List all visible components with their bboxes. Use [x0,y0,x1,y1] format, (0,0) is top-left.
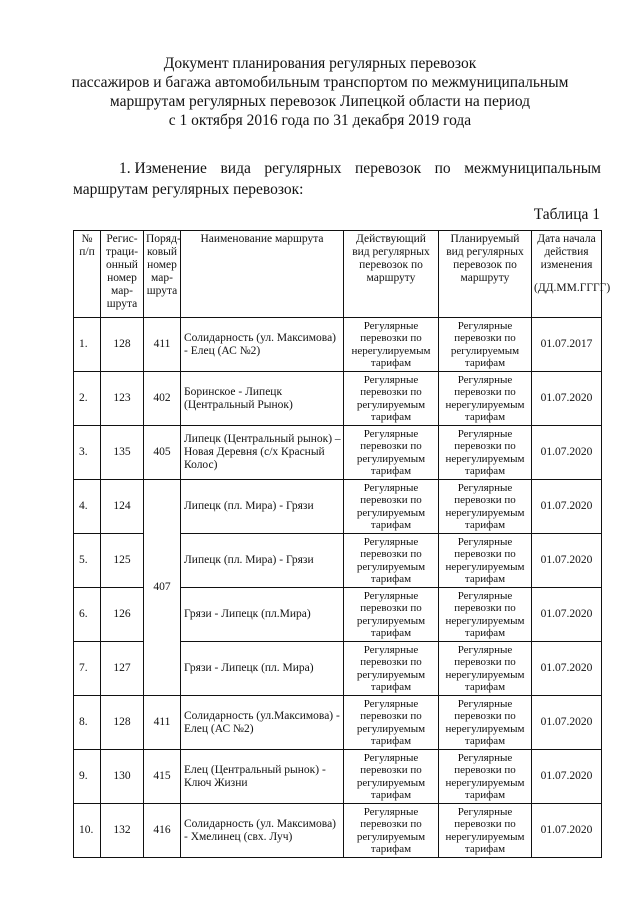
cell-reg: 132 [101,804,144,858]
header-date: Дата начала действия изменения (ДД.ММ.ГГГГ) [532,231,602,318]
cell-reg: 127 [101,642,144,696]
cell-planned: Регулярные перевозки по нерегулируемым тарифам [439,804,532,858]
cell-current: Регулярные перевозки по регулируемым тарифам [344,804,439,858]
cell-name: Липецк (Центральный рынок) – Новая Деревня (с/х Красный Колос) [181,426,344,480]
cell-name: Боринское - Липецк (Центральный Рынок) [181,372,344,426]
section-word: 1. Изменение [119,160,207,177]
header-num: № п/п [74,231,101,318]
cell-planned: Регулярные перевозки по нерегулируемым тарифам [439,588,532,642]
cell-order: 402 [144,372,181,426]
table-header-row [74,231,602,318]
cell-date: 01.07.2020 [532,750,602,804]
cell-order-merged: 407 [144,480,181,696]
title-line: маршрутам регулярных перевозок Липецкой области на период [109,93,531,110]
cell-date: 01.07.2020 [532,480,602,534]
cell-num: 4. [74,480,101,534]
title-line: с 1 октября 2016 года по 31 декабря 2019 года [168,112,472,129]
table-row [74,318,602,372]
cell-current: Регулярные перевозки по регулируемым тарифам [344,372,439,426]
cell-date: 01.07.2020 [532,588,602,642]
cell-date: 01.07.2020 [532,372,602,426]
title-line: пассажиров и багажа автомобильным транспортом по межмуниципальным [71,74,569,91]
cell-reg: 124 [101,480,144,534]
cell-planned: Регулярные перевозки по нерегулируемым тарифам [439,534,532,588]
cell-order: 416 [144,804,181,858]
section-heading [73,158,601,200]
table-row [74,804,602,858]
cell-current: Регулярные перевозки по регулируемым тарифам [344,750,439,804]
table-row [74,426,602,480]
cell-num: 1. [74,318,101,372]
cell-date: 01.07.2020 [532,642,602,696]
cell-name: Грязи - Липецк (пл. Мира) [181,642,344,696]
cell-planned: Регулярные перевозки по нерегулируемым тарифам [439,372,532,426]
cell-name: Елец (Центральный рынок) - Ключ Жизни [181,750,344,804]
cell-planned: Регулярные перевозки по нерегулируемым тарифам [439,696,532,750]
cell-num: 2. [74,372,101,426]
header-order: Поряд-ковый номер мар-шрута [144,231,181,318]
cell-date: 01.07.2020 [532,804,602,858]
table-row [74,480,602,534]
cell-date: 01.07.2020 [532,696,602,750]
section-word: перевозок [355,160,422,177]
cell-name: Солидарность (ул. Максимова) - Елец (АС №2) [181,318,344,372]
cell-planned: Регулярные перевозки по нерегулируемым тарифам [439,642,532,696]
header-reg: Регис-траци-онный номер мар-шрута [101,231,144,318]
cell-reg: 128 [101,696,144,750]
cell-current: Регулярные перевозки по регулируемым тарифам [344,642,439,696]
cell-order: 415 [144,750,181,804]
cell-planned: Регулярные перевозки по нерегулируемым тарифам [439,750,532,804]
cell-name: Солидарность (ул. Максимова) - Хмелинец (свх. Луч) [181,804,344,858]
cell-planned: Регулярные перевозки по нерегулируемым тарифам [439,480,532,534]
section-word: межмуниципальным [464,160,601,177]
header-name: Наименование маршрута [181,231,344,318]
cell-num: 5. [74,534,101,588]
routes-table [73,230,611,858]
cell-current: Регулярные перевозки по регулируемым тарифам [344,588,439,642]
cell-reg: 123 [101,372,144,426]
cell-planned: Регулярные перевозки по нерегулируемым тарифам [439,426,532,480]
cell-name: Солидарность (ул.Максимова) - Елец (АС №2) [181,696,344,750]
cell-planned: Регулярные перевозки по регулируемым тарифам [439,318,532,372]
title-line: Документ планирования регулярных перевозок [163,55,477,72]
header-current: Действующий вид регулярных перевозок по маршруту [344,231,439,318]
cell-name: Липецк (пл. Мира) - Грязи [181,480,344,534]
section-word: вида [220,160,251,177]
table-row [74,372,602,426]
cell-reg: 135 [101,426,144,480]
cell-order: 411 [144,696,181,750]
cell-name: Грязи - Липецк (пл.Мира) [181,588,344,642]
cell-current: Регулярные перевозки по регулируемым тарифам [344,426,439,480]
cell-num: 8. [74,696,101,750]
cell-current: Регулярные перевозки по нерегулируемым тарифам [344,318,439,372]
section-word: по [434,160,451,177]
cell-num: 10. [74,804,101,858]
cell-date: 01.07.2020 [532,426,602,480]
document-title [40,54,600,130]
cell-num: 7. [74,642,101,696]
cell-order: 411 [144,318,181,372]
section-line-2: маршрутам регулярных перевозок: [73,181,304,198]
cell-name: Липецк (пл. Мира) - Грязи [181,534,344,588]
section-word: регулярных [264,160,342,177]
cell-num: 6. [74,588,101,642]
cell-current: Регулярные перевозки по регулируемым тарифам [344,696,439,750]
cell-reg: 130 [101,750,144,804]
cell-num: 9. [74,750,101,804]
cell-reg: 126 [101,588,144,642]
header-planned: Планируемый вид регулярных перевозок по маршруту [439,231,532,318]
cell-reg: 125 [101,534,144,588]
cell-order: 405 [144,426,181,480]
cell-reg: 128 [101,318,144,372]
cell-num: 3. [74,426,101,480]
table-row [74,750,602,804]
cell-current: Регулярные перевозки по регулируемым тарифам [344,534,439,588]
cell-date: 01.07.2020 [532,534,602,588]
cell-date: 01.07.2017 [532,318,602,372]
cell-current: Регулярные перевозки по регулируемым тарифам [344,480,439,534]
table-row [74,696,602,750]
table-label: Таблица 1 [533,206,600,223]
